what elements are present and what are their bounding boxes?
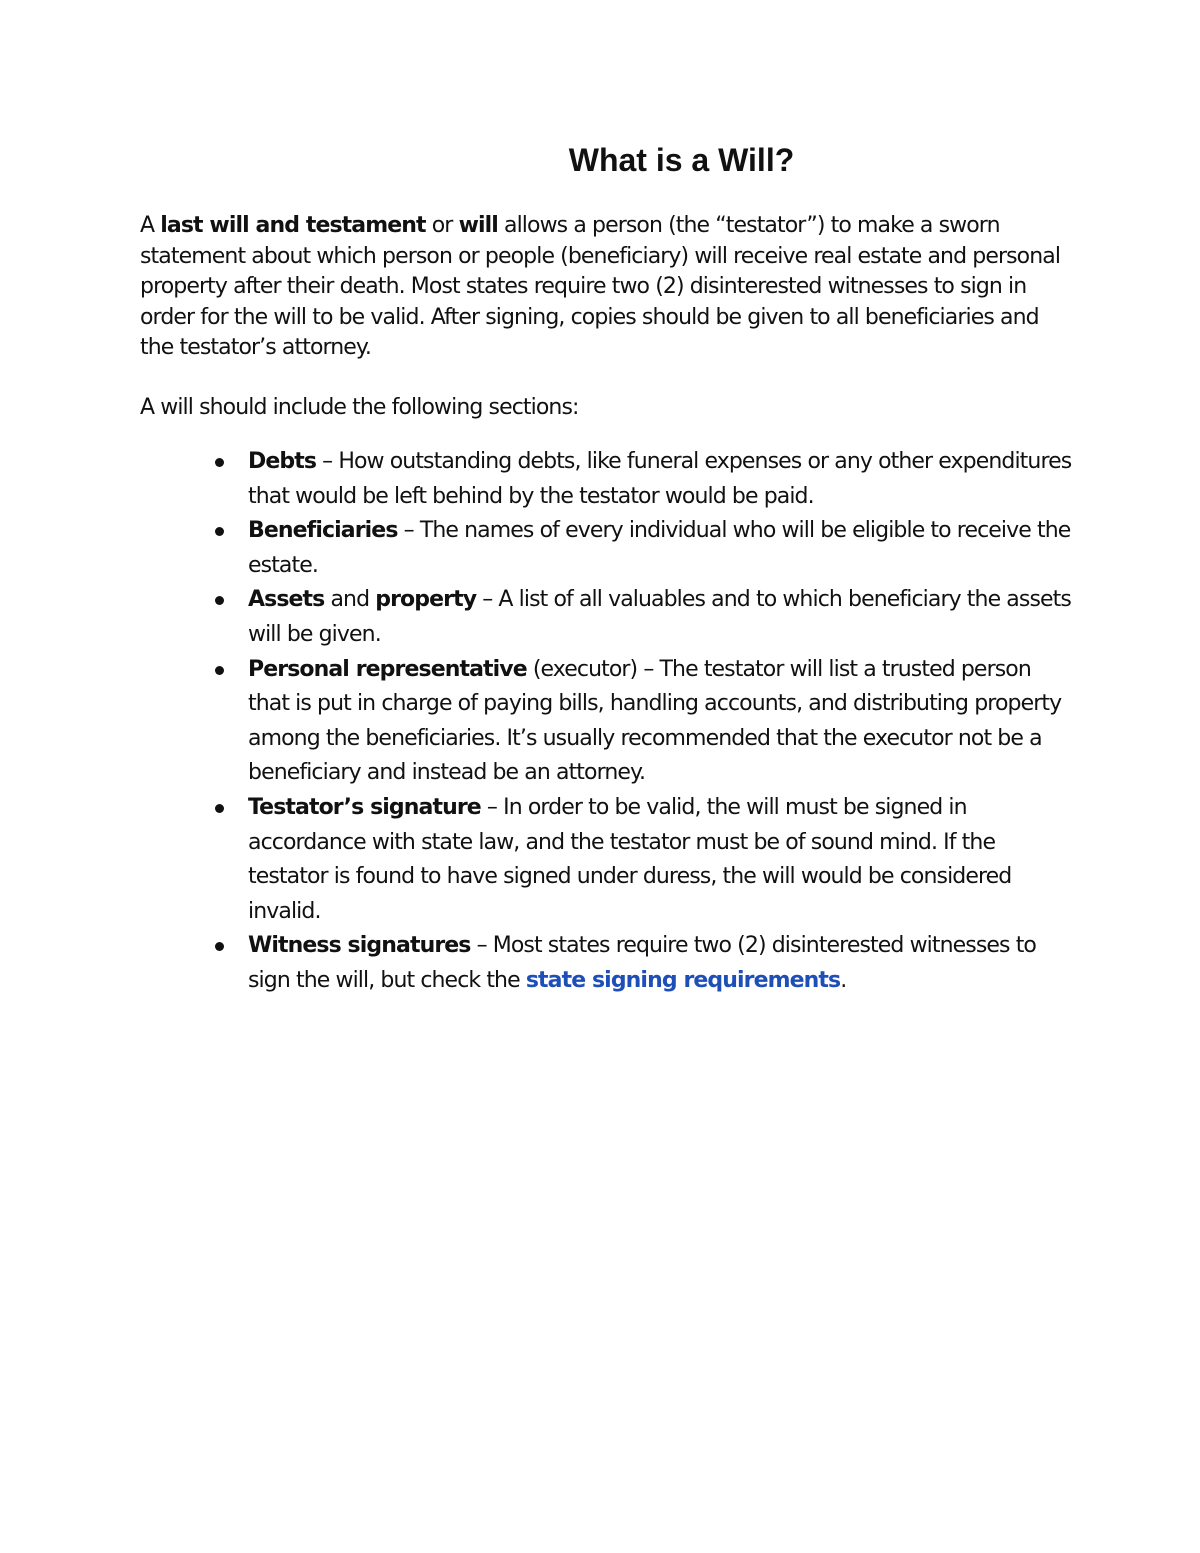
section-term: Personal representative	[248, 656, 527, 682]
section-mid-text: and	[324, 587, 376, 613]
bullet-icon	[215, 666, 224, 675]
sections-lead: A will should include the following sections:	[140, 395, 579, 420]
section-term: Assets	[248, 587, 325, 613]
intro-term-will: will	[458, 213, 498, 238]
section-term: Beneficiaries	[248, 518, 398, 544]
state-signing-requirements-link[interactable]: state signing requirements	[525, 967, 841, 993]
section-term: Testator’s signature	[248, 794, 481, 820]
list-item-assets	[248, 583, 1078, 652]
section-text: – In order to be valid, the will must be signed in accordance with state law, and the testator must be of sound mind. If the testator is found to have signed under duress, the will would be considered invalid.	[248, 794, 1012, 924]
bullet-icon	[215, 527, 224, 536]
section-text: – The names of every individual who will be eligible to receive the estate.	[248, 518, 1071, 578]
title-container	[140, 140, 1200, 180]
list-item-witness-signatures	[248, 929, 1078, 998]
section-text: – How outstanding debts, like funeral expenses or any other expenditures that would be left behind by the testator would be paid.	[248, 449, 1072, 509]
sections-list	[248, 445, 1078, 999]
section-text: (executor) – The testator will list a trusted person that is put in charge of paying bills, handling accounts, and distributing property among the beneficiaries. It’s usually recommended that the executor not be a beneficiary and instead be an attorney.	[248, 656, 1062, 786]
intro-text-3: allows a person (the “testator”) to make a sworn statement about which person or people (beneficiary) will receive real estate and personal property after their death. Most states require two (2) disinterested witnesses to sign in order for the will to be valid. After signing, copies should be given to all beneficiaries and the testator’s attorney.	[140, 213, 1061, 360]
list-item-debts	[248, 445, 1078, 514]
bullet-icon	[215, 458, 224, 467]
section-end: .	[840, 967, 847, 993]
page-title: What is a Will?	[568, 142, 795, 178]
list-item-beneficiaries	[248, 514, 1078, 583]
section-text: – Most states require two (2) disinterested witnesses to sign the will, but check the	[248, 933, 1036, 993]
intro-term-last-will: last will and testament	[160, 213, 426, 238]
section-term-2: property	[375, 587, 477, 613]
bullet-icon	[215, 596, 224, 605]
intro-text-1: A	[140, 213, 161, 238]
intro-paragraph	[140, 211, 1070, 364]
intro-text-2: or	[425, 213, 459, 238]
section-text: – A list of all valuables and to which beneficiary the assets will be given.	[248, 587, 1071, 647]
section-term: Witness signatures	[248, 933, 471, 959]
list-item-personal-representative	[248, 653, 1078, 791]
list-item-testator-signature	[248, 791, 1078, 929]
bullet-icon	[215, 942, 224, 951]
section-term: Debts	[248, 449, 317, 474]
bullet-icon	[215, 804, 224, 813]
